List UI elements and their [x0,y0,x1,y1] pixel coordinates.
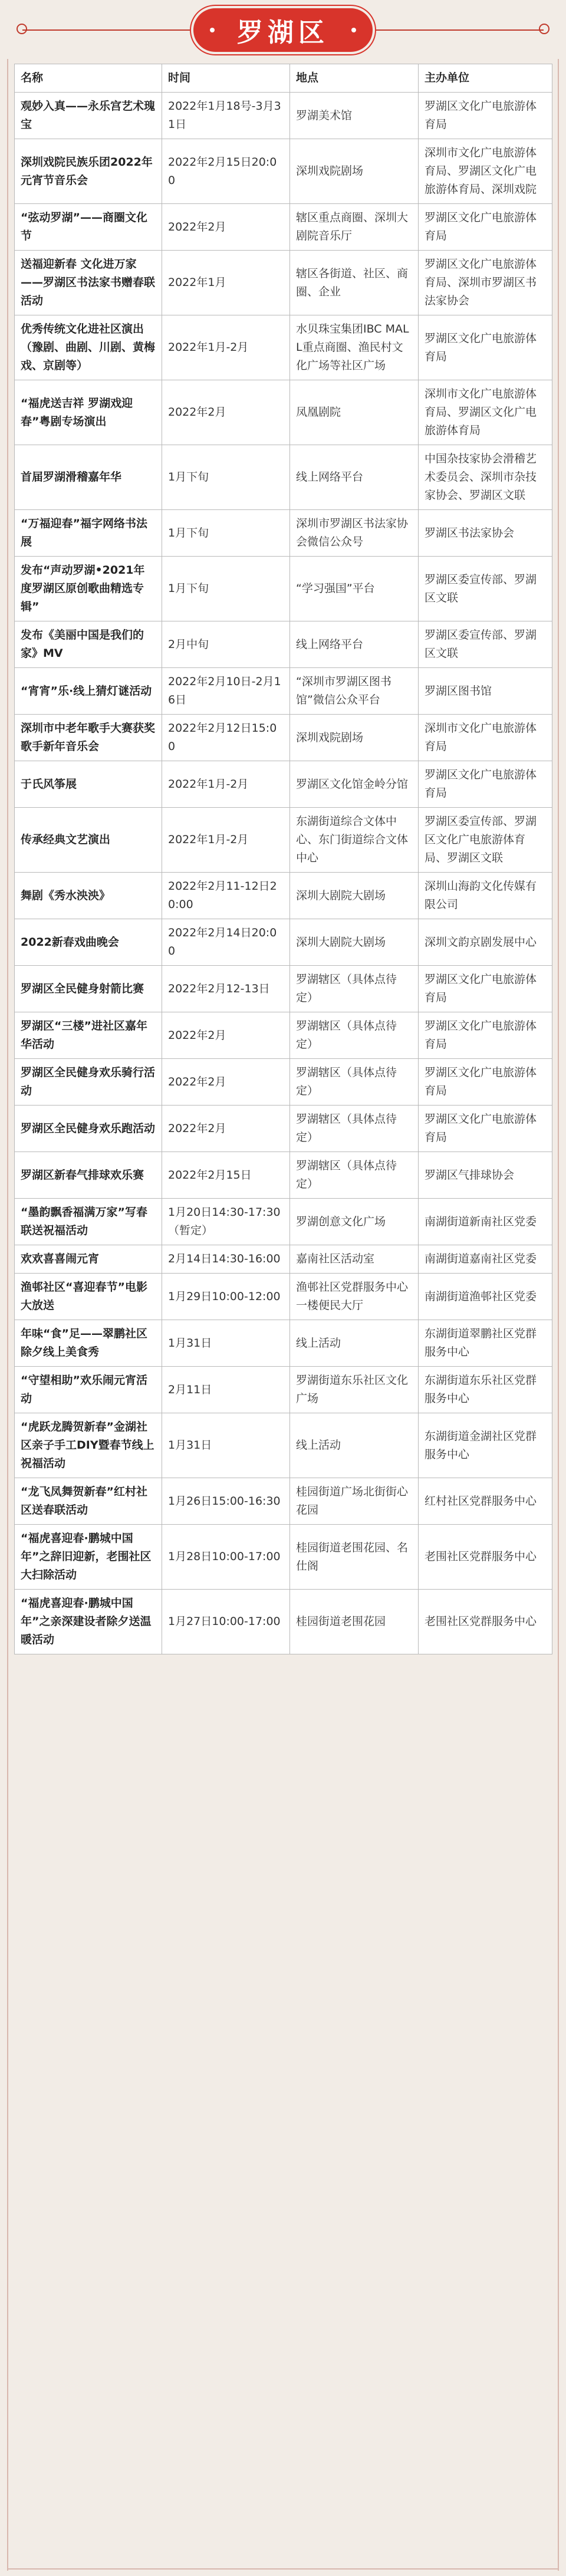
event-time-cell: 2022年1月-2月 [162,808,290,873]
event-location-cell: 罗湖辖区（具体点待定） [290,1152,419,1199]
table-row [15,251,552,315]
event-name-cell: 观妙入真——永乐宫艺术瑰宝 [15,93,162,139]
table-row [15,315,552,380]
table-row [15,1320,552,1367]
event-name-cell: 年味“食”足——翠鹏社区除夕线上美食秀 [15,1320,162,1367]
event-organizer-cell: 深圳市文化广电旅游体育局、罗湖区文化广电旅游体育局 [419,380,552,445]
event-name-cell: “守望相助”欢乐闹元宵活动 [15,1367,162,1413]
event-organizer-cell: 深圳市文化广电旅游体育局 [419,715,552,761]
event-location-cell: 线上活动 [290,1413,419,1478]
event-name-cell: “墨韵飘香福满万家”写春联送祝福活动 [15,1199,162,1245]
table-row [15,510,552,557]
event-time-cell: 2月11日 [162,1367,290,1413]
column-header-location: 地点 [290,64,419,93]
event-name-cell: 深圳市中老年歌手大赛获奖歌手新年音乐会 [15,715,162,761]
event-location-cell: 线上网络平台 [290,445,419,510]
event-name-cell: 罗湖区全民健身欢乐跑活动 [15,1106,162,1152]
event-name-cell: 罗湖区全民健身射箭比赛 [15,966,162,1012]
section-header [0,0,566,59]
event-time-cell: 2022年2月15日20:00 [162,139,290,204]
event-time-cell: 2022年2月15日 [162,1152,290,1199]
event-organizer-cell: 南湖街道渔邨社区党委 [419,1274,552,1320]
event-organizer-cell: 罗湖区文化广电旅游体育局 [419,204,552,251]
event-time-cell: 1月31日 [162,1320,290,1367]
event-name-cell: 首届罗湖滑稽嘉年华 [15,445,162,510]
badge-dot-right [351,28,356,32]
event-location-cell: 罗湖区文化馆金岭分馆 [290,761,419,808]
table-row [15,557,552,621]
event-location-cell: 桂园街道老围花园 [290,1590,419,1654]
table-row [15,1367,552,1413]
event-organizer-cell: 老围社区党群服务中心 [419,1590,552,1654]
event-location-cell: 深圳戏院剧场 [290,139,419,204]
table-row [15,1590,552,1654]
event-location-cell: 线上活动 [290,1320,419,1367]
table-row [15,1106,552,1152]
event-time-cell: 2月中旬 [162,621,290,668]
event-time-cell: 1月27日10:00-17:00 [162,1590,290,1654]
events-table-container [14,64,552,1654]
event-name-cell: “弦动罗湖”——商圈文化节 [15,204,162,251]
event-time-cell: 2月14日14:30-16:00 [162,1245,290,1274]
event-name-cell: 深圳戏院民族乐团2022年元宵节音乐会 [15,139,162,204]
table-row [15,1525,552,1590]
badge-dot-left [210,28,215,32]
event-organizer-cell: 深圳市文化广电旅游体育局、罗湖区文化广电旅游体育局、深圳戏院 [419,139,552,204]
event-name-cell: “福虎送吉祥 罗湖戏迎春”粤剧专场演出 [15,380,162,445]
table-row [15,93,552,139]
event-time-cell: 2022年2月 [162,380,290,445]
event-time-cell: 1月下旬 [162,445,290,510]
event-organizer-cell: 罗湖区委宣传部、罗湖区文联 [419,557,552,621]
event-time-cell: 2022年1月 [162,251,290,315]
frame-border-bottom [7,2568,559,2570]
event-location-cell: 深圳戏院剧场 [290,715,419,761]
column-header-organizer: 主办单位 [419,64,552,93]
event-organizer-cell: 中国杂技家协会滑稽艺术委员会、深圳市杂技家协会、罗湖区文联 [419,445,552,510]
event-location-cell: 辖区重点商圈、深圳大剧院音乐厅 [290,204,419,251]
table-row [15,808,552,873]
table-row [15,1152,552,1199]
event-location-cell: 辖区各街道、社区、商圈、企业 [290,251,419,315]
event-name-cell: 2022新春戏曲晚会 [15,919,162,966]
event-organizer-cell: 红村社区党群服务中心 [419,1478,552,1525]
event-name-cell: 送福迎新春 文化进万家——罗湖区书法家书赠春联活动 [15,251,162,315]
table-row [15,139,552,204]
table-row [15,445,552,510]
table-body [15,93,552,1654]
header-divider-right [373,29,544,31]
event-time-cell: 2022年2月 [162,1106,290,1152]
event-location-cell: 罗湖辖区（具体点待定） [290,1012,419,1059]
event-organizer-cell: 南湖街道新南社区党委 [419,1199,552,1245]
event-location-cell: “学习强国”平台 [290,557,419,621]
event-name-cell: “龙飞凤舞贺新春”红村社区送春联活动 [15,1478,162,1525]
event-time-cell: 2022年1月-2月 [162,761,290,808]
event-name-cell: 发布“声动罗湖•2021年度罗湖区原创歌曲精选专辑” [15,557,162,621]
event-name-cell: 发布《美丽中国是我们的家》MV [15,621,162,668]
table-row [15,919,552,966]
event-organizer-cell: 罗湖区文化广电旅游体育局 [419,1059,552,1106]
district-title: 罗湖区 [237,18,329,48]
event-time-cell: 1月下旬 [162,557,290,621]
event-name-cell: “宵宵”乐·线上猜灯谜活动 [15,668,162,715]
event-organizer-cell: 罗湖区委宣传部、罗湖区文联 [419,621,552,668]
event-organizer-cell: 罗湖区书法家协会 [419,510,552,557]
event-location-cell: 深圳市罗湖区书法家协会微信公众号 [290,510,419,557]
event-time-cell: 2022年2月 [162,1012,290,1059]
table-row [15,621,552,668]
event-location-cell: 罗湖街道东乐社区文化广场 [290,1367,419,1413]
event-time-cell: 2022年2月12-13日 [162,966,290,1012]
event-location-cell: 嘉南社区活动室 [290,1245,419,1274]
event-location-cell: 罗湖辖区（具体点待定） [290,966,419,1012]
events-table [14,64,552,1654]
event-location-cell: 桂园街道老围花园、名仕阁 [290,1525,419,1590]
event-name-cell: “虎跃龙腾贺新春”金湖社区亲子手工DIY暨春节线上祝福活动 [15,1413,162,1478]
event-location-cell: “深圳市罗湖区图书馆”微信公众平台 [290,668,419,715]
event-name-cell: “福虎喜迎春·鹏城中国年”之亲深建设者除夕送温暖活动 [15,1590,162,1654]
event-time-cell: 2022年2月14日20:00 [162,919,290,966]
table-row [15,380,552,445]
event-time-cell: 1月31日 [162,1413,290,1478]
event-time-cell: 1月29日10:00-12:00 [162,1274,290,1320]
event-name-cell: 渔邨社区“喜迎春节”电影大放送 [15,1274,162,1320]
event-name-cell: 于氏风筝展 [15,761,162,808]
event-name-cell: 罗湖区新春气排球欢乐赛 [15,1152,162,1199]
event-organizer-cell: 罗湖区气排球协会 [419,1152,552,1199]
event-organizer-cell: 罗湖区文化广电旅游体育局 [419,315,552,380]
table-row [15,1199,552,1245]
table-row [15,1413,552,1478]
event-time-cell: 1月20日14:30-17:30（暂定） [162,1199,290,1245]
event-name-cell: “福虎喜迎春·鹏城中国年”之辞旧迎新，老围社区大扫除活动 [15,1525,162,1590]
district-title-badge [193,8,373,52]
table-header-row [15,64,552,93]
event-location-cell: 罗湖美术馆 [290,93,419,139]
event-time-cell: 2022年2月12日15:00 [162,715,290,761]
event-location-cell: 桂园街道广场北街街心花园 [290,1478,419,1525]
event-organizer-cell: 罗湖区图书馆 [419,668,552,715]
table-row [15,873,552,919]
event-name-cell: 优秀传统文化进社区演出（豫剧、曲剧、川剧、黄梅戏、京剧等） [15,315,162,380]
event-location-cell: 罗湖创意文化广场 [290,1199,419,1245]
event-organizer-cell: 南湖街道嘉南社区党委 [419,1245,552,1274]
table-row [15,761,552,808]
table-row [15,1478,552,1525]
event-organizer-cell: 东湖街道东乐社区党群服务中心 [419,1367,552,1413]
event-time-cell: 2022年2月11-12日20:00 [162,873,290,919]
frame-border-right [558,59,559,2571]
event-time-cell: 1月下旬 [162,510,290,557]
event-location-cell: 水贝珠宝集团IBC MALL重点商圈、渔民村文化广场等社区广场 [290,315,419,380]
event-organizer-cell: 深圳山海韵文化传媒有限公司 [419,873,552,919]
event-organizer-cell: 罗湖区委宣传部、罗湖区文化广电旅游体育局、罗湖区文联 [419,808,552,873]
event-location-cell: 渔邨社区党群服务中心一楼便民大厅 [290,1274,419,1320]
header-divider-left [22,29,193,31]
event-name-cell: 罗湖区“三楼”进社区嘉年华活动 [15,1012,162,1059]
event-time-cell: 2022年1月-2月 [162,315,290,380]
event-location-cell: 深圳大剧院大剧场 [290,919,419,966]
table-row [15,204,552,251]
table-row [15,1012,552,1059]
event-organizer-cell: 罗湖区文化广电旅游体育局 [419,93,552,139]
frame-border-left [7,59,8,2571]
table-row [15,668,552,715]
event-organizer-cell: 罗湖区文化广电旅游体育局 [419,966,552,1012]
event-name-cell: “万福迎春”福字网络书法展 [15,510,162,557]
event-time-cell: 2022年2月10日-2月16日 [162,668,290,715]
event-name-cell: 传承经典文艺演出 [15,808,162,873]
event-time-cell: 1月28日10:00-17:00 [162,1525,290,1590]
event-location-cell: 东湖街道综合文体中心、东门街道综合文体中心 [290,808,419,873]
header-ornament-right [539,24,549,34]
table-row [15,1059,552,1106]
event-time-cell: 2022年2月 [162,204,290,251]
event-location-cell: 线上网络平台 [290,621,419,668]
event-location-cell: 罗湖辖区（具体点待定） [290,1106,419,1152]
event-time-cell: 2022年1月18号-3月31日 [162,93,290,139]
table-row [15,966,552,1012]
event-organizer-cell: 东湖街道翠鹏社区党群服务中心 [419,1320,552,1367]
event-organizer-cell: 罗湖区文化广电旅游体育局、深圳市罗湖区书法家协会 [419,251,552,315]
header-ornament-left [17,24,27,34]
event-organizer-cell: 罗湖区文化广电旅游体育局 [419,761,552,808]
table-row [15,1274,552,1320]
event-time-cell: 2022年2月 [162,1059,290,1106]
column-header-time: 时间 [162,64,290,93]
event-name-cell: 罗湖区全民健身欢乐骑行活动 [15,1059,162,1106]
event-organizer-cell: 罗湖区文化广电旅游体育局 [419,1106,552,1152]
event-organizer-cell: 老围社区党群服务中心 [419,1525,552,1590]
event-organizer-cell: 罗湖区文化广电旅游体育局 [419,1012,552,1059]
event-name-cell: 舞剧《秀水泱泱》 [15,873,162,919]
event-name-cell: 欢欢喜喜闹元宵 [15,1245,162,1274]
table-row [15,715,552,761]
event-time-cell: 1月26日15:00-16:30 [162,1478,290,1525]
event-organizer-cell: 东湖街道金湖社区党群服务中心 [419,1413,552,1478]
event-organizer-cell: 深圳文韵京剧发展中心 [419,919,552,966]
table-row [15,1245,552,1274]
event-location-cell: 凤凰剧院 [290,380,419,445]
column-header-name: 名称 [15,64,162,93]
event-location-cell: 深圳大剧院大剧场 [290,873,419,919]
event-location-cell: 罗湖辖区（具体点待定） [290,1059,419,1106]
